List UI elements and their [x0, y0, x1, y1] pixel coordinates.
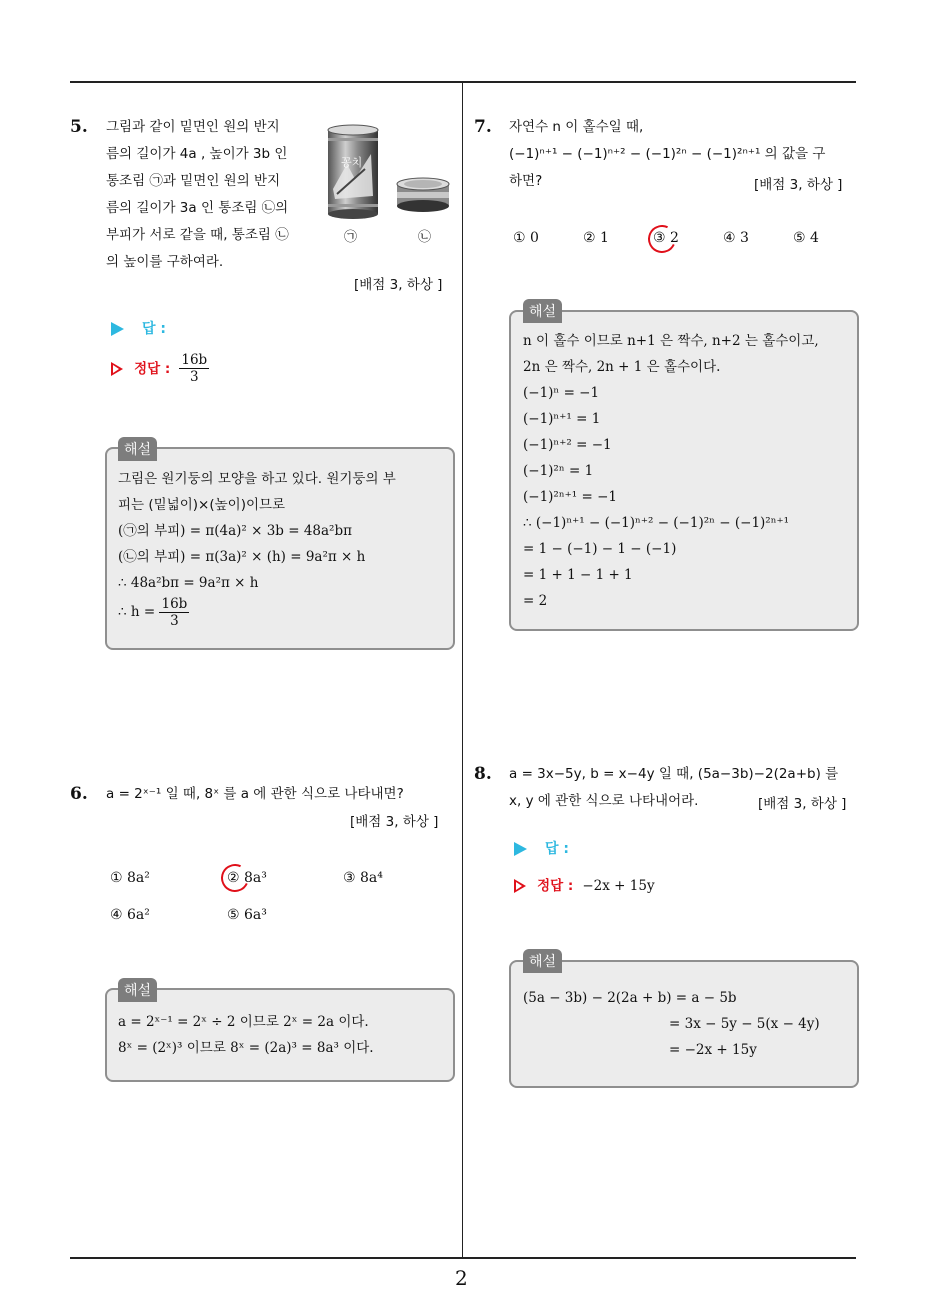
q5-correct-fraction [179, 352, 209, 385]
correct-arrow-icon [111, 362, 123, 376]
q7-score: [배점 3, 하상 ] [754, 177, 843, 193]
q8-line-1: a = 3x−5y, b = x−4y 일 때, (5a−3b)−2(2a+b) 를 [509, 766, 839, 782]
q8-line-2: x, y 에 관한 식으로 나타내어라. [509, 793, 699, 809]
explain-line: (5a − 3b) − 2(2a + b) = a − 5b [523, 990, 737, 1006]
page-number: 2 [455, 1266, 468, 1290]
q6-choice-5[interactable]: ⑤ 6a³ [227, 907, 267, 923]
explain-line: 피는 (밑넓이)×(높이)이므로 [118, 497, 286, 513]
q7-explanation-tag: 해설 [523, 299, 562, 323]
fraction-numerator: 16b [181, 352, 208, 368]
q7-selected-mark [644, 221, 680, 257]
answer-arrow-icon [111, 322, 124, 336]
q7-number: 7. [474, 117, 492, 137]
short-can-image [394, 176, 452, 214]
q5-number: 5. [70, 117, 88, 137]
q5-question [106, 114, 316, 276]
answer-arrow-icon [514, 842, 527, 856]
explain-line: a = 2ˣ⁻¹ = 2ˣ ÷ 2 이므로 2ˣ = 2a 이다. [118, 1014, 369, 1030]
fraction-denominator: 3 [170, 613, 179, 629]
explain-line: (㉠의 부피) = π(4a)² × 3b = 48a²bπ [118, 523, 352, 539]
explain-line: = 2 [523, 593, 548, 609]
explain-line: = 1 + 1 − 1 + 1 [523, 567, 633, 583]
q6-explanation [118, 1009, 374, 1061]
q7-line-2: (−1)ⁿ⁺¹ − (−1)ⁿ⁺² − (−1)²ⁿ − (−1)²ⁿ⁺¹ 의 값을 구 [509, 146, 826, 162]
q5-explanation [118, 466, 396, 629]
q8-correct-row [514, 874, 655, 894]
explain-line: (−1)ⁿ⁺¹ = 1 [523, 411, 601, 427]
can-label-a: ㉠ [344, 230, 358, 245]
explain-line-fraction [118, 596, 396, 629]
fraction-denominator: 3 [189, 369, 199, 385]
q5-explanation-tag: 해설 [118, 437, 157, 461]
q8-explanation [523, 985, 820, 1063]
explain-line: ∴ 48a²bπ = 9a²π × h [118, 575, 259, 591]
q5-line: 의 높이를 구하여라. [106, 254, 224, 270]
q5-line: 그림과 같이 밑면인 원의 반지 [106, 119, 280, 135]
explain-line: (−1)²ⁿ⁺¹ = −1 [523, 489, 618, 505]
q6-selected-mark [217, 860, 253, 896]
q6-explanation-tag: 해설 [118, 978, 157, 1002]
q5-correct-row [111, 352, 209, 385]
q7-choice-4[interactable]: ④ 3 [723, 230, 749, 246]
explain-line: n 이 홀수 이므로 n+1 은 짝수, n+2 는 홀수이고, [523, 333, 819, 349]
explain-prefix: ∴ h = [118, 604, 156, 620]
explain-line: = 3x − 5y − 5(x − 4y) [669, 1016, 820, 1032]
explain-line: 그림은 원기둥의 모양을 하고 있다. 원기둥의 부 [118, 471, 396, 487]
explain-line: (−1)ⁿ = −1 [523, 385, 600, 401]
explain-line: (−1)ⁿ⁺² = −1 [523, 437, 612, 453]
q5-correct-label: 정답 : [134, 361, 171, 377]
explain-line: 8ˣ = (2ˣ)³ 이므로 8ˣ = (2a)³ = 8a³ 이다. [118, 1040, 374, 1056]
q6-question: a = 2ˣ⁻¹ 일 때, 8ˣ 를 a 에 관한 식으로 나타내면? [106, 786, 404, 802]
q5-line: 부피가 서로 같을 때, 통조림 ㉡ [106, 227, 289, 243]
q5-answer-row [111, 318, 166, 338]
explain-line: (−1)²ⁿ = 1 [523, 463, 594, 479]
q8-number: 8. [474, 764, 492, 784]
bottom-rule [70, 1257, 856, 1259]
q7-line-3: 하면? [509, 173, 543, 189]
q6-choice-4[interactable]: ④ 6a² [110, 907, 150, 923]
q6-choice-3[interactable]: ③ 8a⁴ [343, 870, 383, 886]
q5-answer-label: 답 : [142, 321, 166, 337]
q8-explanation-tag: 해설 [523, 949, 562, 973]
q7-line-1: 자연수 n 이 홀수일 때, [509, 119, 644, 135]
explain-line: ∴ (−1)ⁿ⁺¹ − (−1)ⁿ⁺² − (−1)²ⁿ − (−1)²ⁿ⁺¹ [523, 515, 790, 531]
top-rule [70, 81, 856, 83]
fraction-numerator: 16b [161, 596, 188, 612]
q7-choice-2[interactable]: ② 1 [583, 230, 609, 246]
q8-correct-label: 정답 : [537, 878, 574, 894]
can-label-b: ㉡ [418, 230, 432, 245]
q8-answer-row [514, 838, 569, 858]
q7-choice-3[interactable]: ③ 2 [653, 230, 679, 246]
q8-correct-value: −2x + 15y [582, 878, 655, 894]
explain-line: 2n 은 짝수, 2n + 1 은 홀수이다. [523, 359, 721, 375]
explain-line: = 1 − (−1) − 1 − (−1) [523, 541, 677, 557]
tall-can-image [325, 124, 381, 220]
q8-answer-label: 답 : [545, 841, 569, 857]
q6-score: [배점 3, 하상 ] [350, 814, 439, 830]
explain-line: (㉡의 부피) = π(3a)² × (h) = 9a²π × h [118, 549, 366, 565]
q7-choice-5[interactable]: ⑤ 4 [793, 230, 819, 246]
q5-score: [배점 3, 하상 ] [354, 277, 443, 293]
q6-choice-1[interactable]: ① 8a² [110, 870, 150, 886]
explain-fraction [159, 596, 189, 629]
q5-line: 통조림 ㉠과 밑면인 원의 반지 [106, 173, 281, 189]
q7-explanation [523, 328, 819, 614]
correct-arrow-icon [514, 879, 526, 893]
explain-line: = −2x + 15y [669, 1042, 757, 1058]
column-divider [462, 83, 463, 1257]
q6-number: 6. [70, 784, 88, 804]
q5-line: 름의 길이가 3a 인 통조림 ㉡의 [106, 200, 289, 216]
q7-choice-1[interactable]: ① 0 [513, 230, 539, 246]
q8-score: [배점 3, 하상 ] [758, 796, 847, 812]
tall-can-label: 꽁치 [341, 156, 363, 169]
q5-line: 름의 길이가 4a , 높이가 3b 인 [106, 146, 288, 162]
q6-choice-2[interactable]: ② 8a³ [227, 870, 267, 886]
